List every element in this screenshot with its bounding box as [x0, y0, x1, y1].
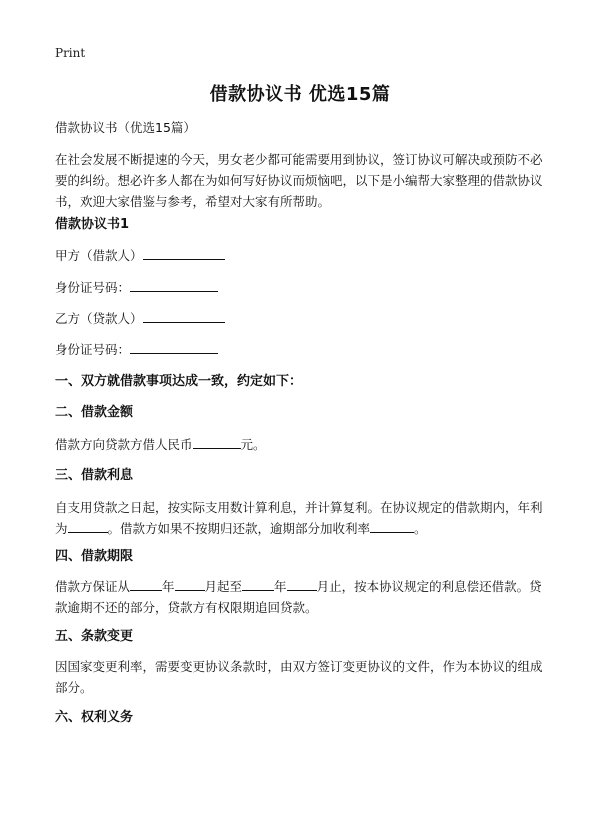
party-a-label: 甲方（借款人）	[55, 248, 143, 263]
clause-1-heading: 一、双方就借款事项达成一致，约定如下：	[55, 374, 303, 389]
start-year-blank[interactable]	[130, 577, 162, 591]
start-month-blank[interactable]	[175, 577, 205, 591]
clause-2-post: 元。	[240, 437, 266, 452]
party-b-line	[55, 308, 550, 329]
party-b-blank[interactable]	[143, 309, 225, 323]
clause-4-year2: 年	[274, 579, 287, 594]
amount-blank[interactable]	[193, 435, 241, 449]
clause-3-part2: 。借款方如果不按期归还款，逾期部分加收利率	[107, 521, 371, 536]
clause-5-text: 因国家变更利率，需要变更协议条款时，由双方签订变更协议的文件，作为本协议的组成部分。	[55, 659, 543, 695]
clause-4-heading: 四、借款期限	[55, 549, 134, 564]
clause-3-part1: 自支用贷款之日起，按实际支用数计算利息，并计算复利。在协议规定的借款期内，年利为	[55, 500, 543, 536]
id-a-blank[interactable]	[130, 278, 218, 292]
annual-rate-blank[interactable]	[68, 519, 108, 533]
clause-2-heading: 二、借款金额	[55, 405, 134, 420]
party-a-line	[55, 245, 550, 266]
clause-4-month1: 月起至	[204, 579, 243, 594]
party-b-label: 乙方（贷款人）	[55, 311, 143, 326]
clause-4-month2: 月止，按本协议规定的利息偿还借款。贷款逾期不还的部分，贷款方有权限期追回贷款。	[55, 579, 542, 615]
document-subtitle: 借款协议书（优选15篇）	[55, 120, 196, 135]
clause-4-year1: 年	[162, 579, 175, 594]
document-title: 借款协议书 优选15篇	[209, 84, 391, 105]
clause-4-part1: 借款方保证从	[55, 579, 131, 594]
clause-3-text	[55, 497, 550, 539]
print-label[interactable]: Print	[55, 46, 86, 60]
clause-6-heading: 六、权利义务	[55, 710, 134, 725]
section-heading: 借款协议书1	[55, 217, 130, 232]
id-b-line	[55, 339, 550, 360]
intro-paragraph: 在社会发展不断提速的今天，男女老少都可能需要用到协议，签订协议可解决或预防不必要的纠纷。想必许多人都在为如何写好协议而烦恼吧，以下是小编帮大家整理的借款协议书，欢迎大家借鉴与参考，希望对大家有所帮助。	[55, 152, 543, 209]
end-year-blank[interactable]	[242, 577, 274, 591]
clause-2-pre: 借款方向贷款方借人民币	[55, 437, 193, 452]
clause-3-part3: 。	[414, 521, 427, 536]
clause-3-heading: 三、借款利息	[55, 468, 134, 483]
penalty-rate-blank[interactable]	[370, 519, 414, 533]
clause-5-heading: 五、条款变更	[55, 629, 134, 644]
party-a-blank[interactable]	[143, 246, 225, 260]
id-b-blank[interactable]	[130, 340, 218, 354]
clause-4-text	[55, 576, 550, 618]
clause-2-text	[55, 434, 550, 455]
end-month-blank[interactable]	[287, 577, 317, 591]
id-a-line	[55, 277, 550, 298]
id-b-label: 身份证号码：	[55, 342, 131, 357]
id-a-label: 身份证号码：	[55, 280, 131, 295]
